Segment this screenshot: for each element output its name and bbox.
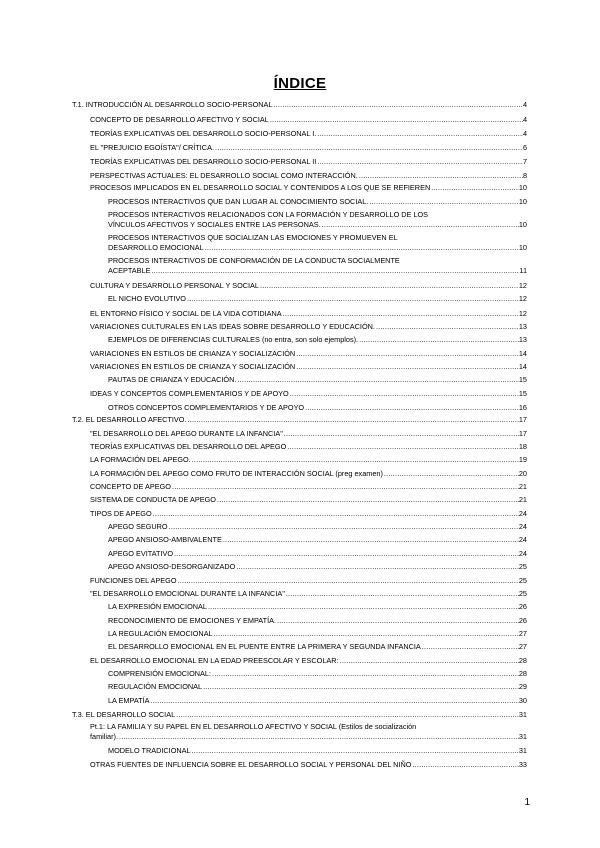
toc-entry[interactable] [90,309,527,319]
toc-entry-text: EL DESARROLLO EMOCIONAL EN LA EDAD PREESCOLAR Y ESCOLAR: [90,656,339,665]
toc-entry-text: TEORÍAS EXPLICATIVAS DEL DESARROLLO SOCIO-PERSONAL II [90,157,317,166]
toc-entry[interactable] [90,722,527,743]
toc-entry-text: RECONOCIMIENTO DE EMOCIONES Y EMPATÍA. [108,616,276,625]
toc-entry[interactable] [90,469,527,479]
toc-entry[interactable] [108,535,527,545]
toc-entry-text: "EL DESARROLLO EMOCIONAL DURANTE LA INFANCIA" [90,589,285,598]
toc-entry[interactable] [108,233,527,254]
toc-entry-page: 13 [518,322,527,331]
toc-entry-text-line1: PROCESOS INTERACTIVOS QUE SOCIALIZAN LAS EMOCIONES Y PROMUEVEN EL [108,233,398,242]
toc-entry[interactable] [108,403,527,413]
toc-entry-text: TEORÍAS EXPLICATIVAS DEL DESARROLLO DEL APEGO [90,442,287,451]
toc-entry-text: COMPRENSIÓN EMOCIONAL: [108,669,211,678]
toc-entry-text: EL ENTORNO FÍSICO Y SOCIAL DE LA VIDA COTIDIANA [90,309,282,318]
toc-entry-text: PROCESOS IMPLICADOS EN EL DESARROLLO SOCIAL Y CONTENIDOS A LOS QUE SE REFIEREN [90,183,431,192]
toc-entry[interactable] [72,415,527,425]
toc-entry-page: 15 [518,375,527,384]
toc-entry[interactable] [90,389,527,399]
toc-entry-page: 26 [518,602,527,611]
toc-entry-page: 29 [518,682,527,691]
toc-entry-page: 11 [519,266,527,276]
toc-entry-page: 24 [518,549,527,558]
toc-entry[interactable] [108,642,527,652]
toc-entry[interactable] [90,281,527,291]
toc-entry[interactable] [90,171,527,181]
toc-entry-page: 14 [518,362,527,371]
toc-entry-page: 7 [522,157,527,166]
toc-entry-text: ACEPTABLE [108,266,151,276]
toc-entry-text-line1: PROCESOS INTERACTIVOS RELACIONADOS CON LA FORMACIÓN Y DESARROLLO DE LOS [108,210,429,219]
toc-entry-page: 24 [518,535,527,544]
toc-entry-text: TIPOS DE APEGO [90,509,152,518]
toc-entry[interactable] [90,129,527,139]
toc-entry-text: VARIACIONES EN ESTILOS DE CRIANZA Y SOCIALIZACIÓN [90,362,296,371]
toc-entry-text: REGULACIÓN EMOCIONAL [108,682,203,691]
toc-entry-text: LA FORMACIÓN DEL APEGO COMO FRUTO DE INTERACCIÓN SOCIAL (preg examen) [90,469,383,478]
toc-entry-page: 19 [518,455,527,464]
toc-entry[interactable] [90,455,527,465]
toc-entry[interactable] [108,682,527,692]
toc-entry-text: PAUTAS DE CRIANZA Y EDUCACIÓN. [108,375,237,384]
toc-entry-page: 28 [518,656,527,665]
toc-entry-page: 18 [518,442,527,451]
toc-entry[interactable] [108,616,527,626]
toc-entry-text: T.2. EL DESARROLLO AFECTIVO. [72,415,187,424]
toc-entry-page: 12 [518,281,527,290]
toc-entry-text: APEGO ANSIOSO-AMBIVALENTE [108,535,222,544]
toc-entry-page: 28 [518,669,527,678]
toc-entry-text: EL NICHO EVOLUTIVO [108,294,186,303]
toc-entry-text: LA EXPRESIÓN EMOCIONAL [108,602,207,611]
toc-entry-text: familiar). [90,732,118,742]
toc-entry-page: 31 [518,710,527,719]
toc-entry-text: APEGO SEGURO [108,522,168,531]
toc-entry[interactable] [108,210,527,231]
toc-entry-text: SISTEMA DE CONDUCTA DE APEGO [90,495,216,504]
toc-entry-text-line1: PROCESOS INTERACTIVOS DE CONFORMACIÓN DE LA CONDUCTA SOCIALMENTE [108,256,400,265]
toc-entry-page: 25 [518,576,527,585]
toc-entry-page: 10 [518,197,527,206]
toc-entry-text: VARIACIONES EN ESTILOS DE CRIANZA Y SOCIALIZACIÓN [90,349,296,358]
toc-entry[interactable] [90,322,527,332]
toc-entry[interactable] [90,362,527,372]
page-title: ÍNDICE [273,75,327,92]
toc-entry-text: EL DESARROLLO EMOCIONAL EN EL PUENTE ENTRE LA PRIMERA Y SEGUNDA INFANCIA [108,642,421,651]
toc-entry-page: 25 [518,562,527,571]
toc-entry-text: T.3. EL DESARROLLO SOCIAL [72,710,176,719]
toc-entry-page: 33 [518,760,527,769]
toc-entry-page: 31 [518,746,527,755]
toc-entry-text: LA EMPATÍA [108,696,150,705]
toc-entry[interactable] [90,143,527,153]
toc-entry-text: VÍNCULOS AFECTIVOS Y SOCIALES ENTRE LAS PERSONAS. [108,220,321,230]
toc-entry-text: LA FORMACIÓN DEL APEGO. [90,455,191,464]
toc-entry-text: EL "PREJUICIO EGOÍSTA"/ CRÍTICA. [90,143,214,152]
toc-entry-text: OTRAS FUENTES DE INFLUENCIA SOBRE EL DESARROLLO SOCIAL Y PERSONAL DEL NIÑO [90,760,412,769]
toc-entry-page: 14 [518,349,527,358]
toc-entry[interactable] [108,522,527,532]
toc-entry[interactable] [72,100,527,110]
page-number: 1 [524,797,530,808]
toc-entry[interactable] [90,656,527,666]
toc-entry-page: 10 [518,243,527,253]
toc-entry[interactable] [90,349,527,359]
toc-entry[interactable] [90,589,527,599]
toc-entry[interactable] [90,495,527,505]
toc-entry-text: PERSPECTIVAS ACTUALES: EL DESARROLLO SOCIAL COMO INTERACCIÓN. [90,171,358,180]
toc-entry[interactable] [72,710,527,720]
toc-entry-page: 10 [518,183,527,192]
toc-entry-text: PROCESOS INTERACTIVOS QUE DAN LUGAR AL CONOCIMIENTO SOCIAL. [108,197,369,206]
toc-entry-text: EJEMPLOS DE DIFERENCIAS CULTURALES (no entra, son solo ejemplos). [108,335,359,344]
toc-entry-text: TEORÍAS EXPLICATIVAS DEL DESARROLLO SOCIO-PERSONAL I. [90,129,317,138]
toc-entry[interactable] [108,294,527,304]
toc-entry-text: T.1. INTRODUCCIÓN AL DESARROLLO SOCIO-PERSONAL [72,100,273,109]
toc-entry[interactable] [90,115,527,125]
toc-entry-page: 24 [518,509,527,518]
toc-entry[interactable] [90,442,527,452]
toc-entry[interactable] [108,549,527,559]
toc-entry[interactable] [90,482,527,492]
toc-entry[interactable] [90,760,527,770]
toc-entry-text: APEGO ANSIOSO-DESORGANIZADO [108,562,236,571]
toc-entry-page: 4 [522,115,527,124]
toc-entry-page: 21 [518,482,527,491]
toc-entry-text-line1: Pt.1: LA FAMILIA Y SU PAPEL EN EL DESARROLLO AFECTIVO Y SOCIAL (Estilos de socialización [90,722,417,731]
toc-entry[interactable] [90,183,527,193]
toc-entry-page: 27 [518,629,527,638]
toc-entry-page: 17 [518,429,527,438]
toc-entry[interactable] [90,429,527,439]
toc-entry-page: 8 [522,171,527,180]
toc-entry-page: 13 [518,335,527,344]
toc-entry-page: 27 [518,642,527,651]
toc-entry-page: 10 [518,220,527,230]
toc-entry-page: 15 [518,389,527,398]
toc-entry-page: 30 [518,696,527,705]
toc-entry[interactable] [108,669,527,679]
toc-entry-page: 6 [522,143,527,152]
toc-entry-text: CONCEPTO DE APEGO [90,482,171,491]
toc-entry-page: 31 [518,732,527,742]
toc-entry-page: 4 [522,100,527,109]
toc-entry-page: 4 [522,129,527,138]
toc-entry-page: 25 [518,589,527,598]
toc-entry-text: CULTURA Y DESARROLLO PERSONAL Y SOCIAL [90,281,259,290]
toc-entry[interactable] [108,629,527,639]
toc-entry[interactable] [108,375,527,385]
toc-entry[interactable] [90,576,527,586]
toc-entry[interactable] [108,256,527,277]
toc-entry-page: 17 [518,415,527,424]
toc-entry-text: DESARROLLO EMOCIONAL [108,243,204,253]
toc-entry-text: VARIACIONES CULTURALES EN LAS IDEAS SOBRE DESARROLLO Y EDUCACIÓN. [90,322,375,331]
toc-entry-text: FUNCIONES DEL APEGO [90,576,177,585]
toc-entry-text: OTROS CONCEPTOS COMPLEMENTARIOS Y DE APOYO [108,403,305,412]
toc-entry[interactable] [90,509,527,519]
toc-entry-text: CONCEPTO DE DESARROLLO AFECTIVO Y SOCIAL [90,115,269,124]
toc-entry-page: 16 [518,403,527,412]
toc-entry-text: LA REGULACIÓN EMOCIONAL [108,629,213,638]
toc-entry[interactable] [108,696,527,706]
toc-entry[interactable] [108,562,527,572]
toc-entry[interactable] [108,602,527,612]
toc-entry[interactable] [90,157,527,167]
toc-entry[interactable] [108,335,527,345]
toc-entry[interactable] [108,197,527,207]
toc-entry-text: APEGO EVITATIVO [108,549,174,558]
toc-entry-page: 21 [518,495,527,504]
toc-entry-page: 20 [518,469,527,478]
toc-entry-page: 24 [518,522,527,531]
toc-entry-page: 12 [518,294,527,303]
toc-entry-text: IDEAS Y CONCEPTOS COMPLEMENTARIOS Y DE APOYO [90,389,289,398]
toc-entry-page: 26 [518,616,527,625]
toc-entry-text: "EL DESARROLLO DEL APEGO DURANTE LA INFANCIA" [90,429,283,438]
toc-entry[interactable] [108,746,527,756]
toc-entry-page: 12 [518,309,527,318]
toc-entry-text: MODELO TRADICIONAL [108,746,191,755]
